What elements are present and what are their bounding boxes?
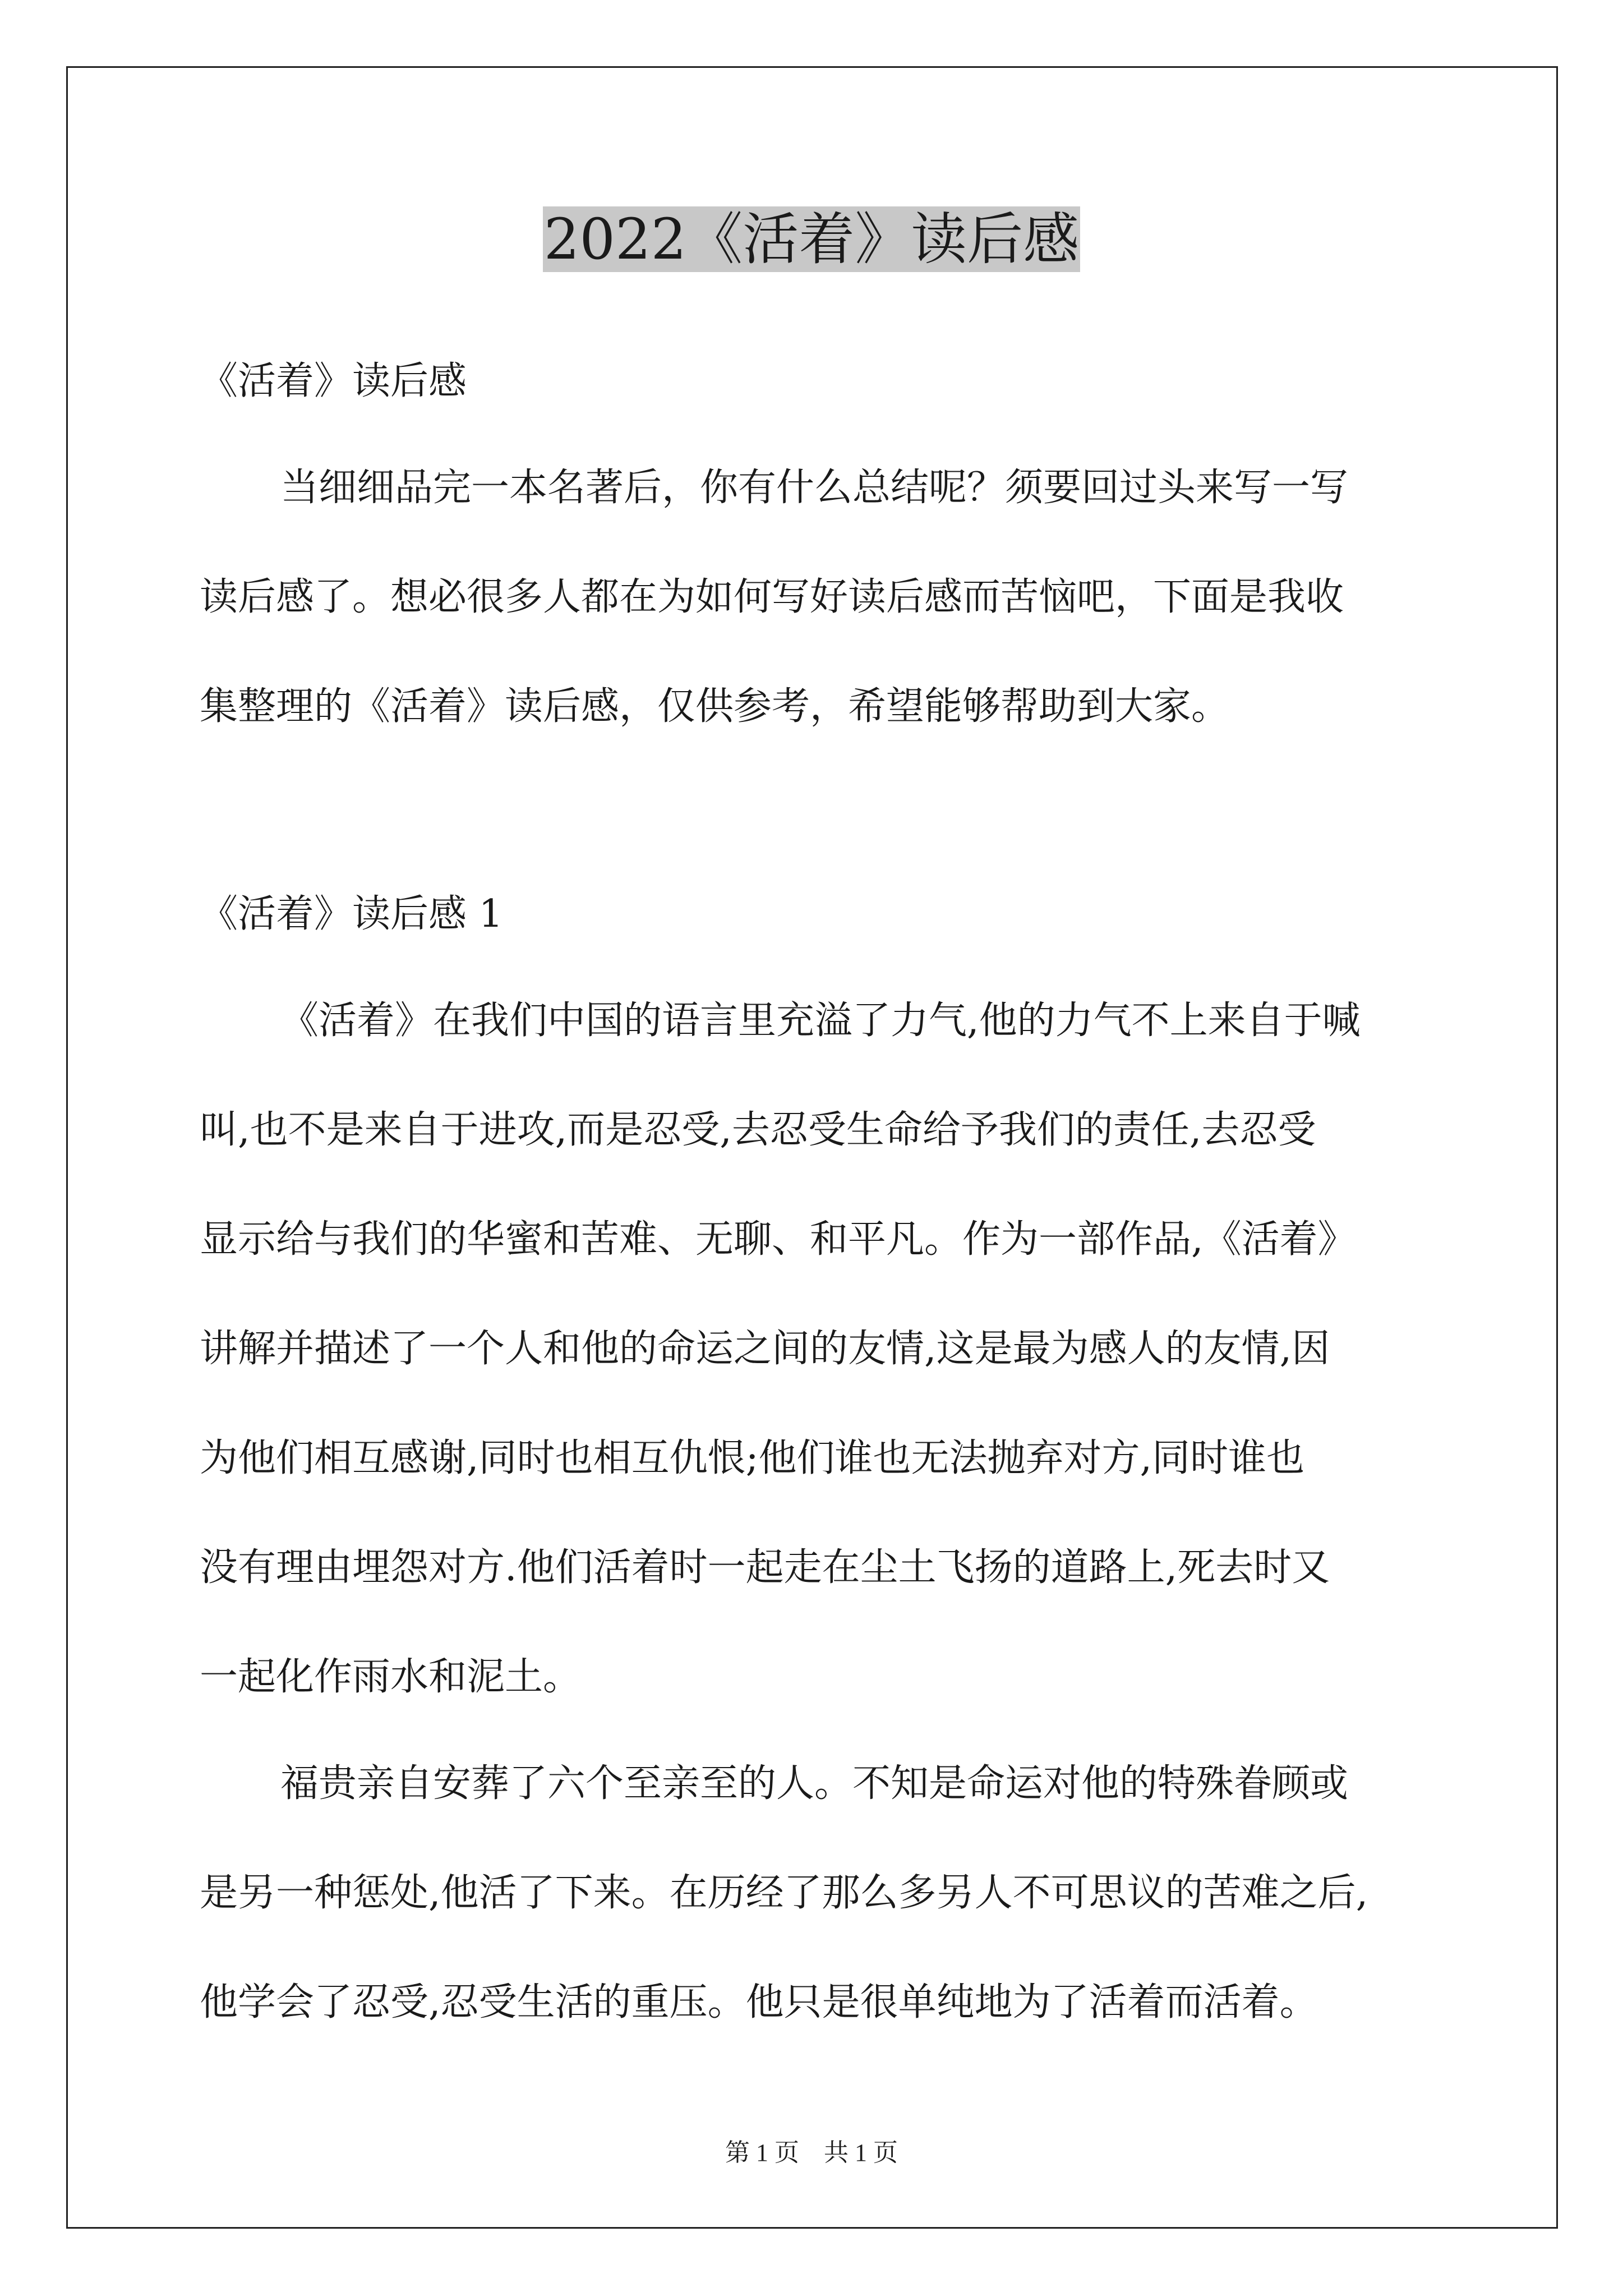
section1-para2-line: 他学会了忍受,忍受生活的重压。他只是很单纯地为了活着而活着。 (200, 1980, 1318, 2024)
section1-para1-line: 一起化作雨水和泥土。 (200, 1655, 582, 1699)
document-title (0, 203, 1623, 276)
section1-para1-line: 没有理由埋怨对方.他们活着时一起走在尘土飞扬的道路上,死去时又 (200, 1545, 1330, 1590)
section1-para1-line: 讲解并描述了一个人和他的命运之间的友情,这是最为感人的友情,因 (200, 1327, 1330, 1371)
section1-para1-line: 显示给与我们的华蜜和苦难、无聊、和平凡。作为一部作品,《活着》 (200, 1217, 1356, 1262)
intro-line: 读后感了。想必很多人都在为如何写好读后感而苦恼吧，下面是我收 (200, 575, 1344, 619)
document-title-text: 2022《活着》读后感 (543, 206, 1080, 272)
section1-para2-line: 福贵亲自安葬了六个至亲至的人。不知是命运对他的特殊眷顾或 (280, 1761, 1349, 1806)
section1-para1-line: 为他们相互感谢,同时也相互仇恨;他们谁也无法抛弃对方,同时谁也 (200, 1436, 1305, 1480)
intro-heading: 《活着》读后感 (200, 359, 467, 403)
intro-line: 当细细品完一本名著后，你有什么总结呢？须要回过头来写一写 (280, 466, 1349, 510)
page-footer: 第 1 页 共 1 页 (725, 2139, 898, 2166)
section1-heading: 《活着》读后感 1 (200, 892, 503, 936)
section1-para2-line: 是另一种惩处,他活了下来。在历经了那么多另人不可思议的苦难之后, (200, 1871, 1368, 1915)
section1-para1-line: 《活着》在我们中国的语言里充溢了力气,他的力气不上来自于喊 (280, 999, 1361, 1043)
section1-para1-line: 叫,也不是来自于进攻,而是忍受,去忍受生命给予我们的责任,去忍受 (200, 1108, 1316, 1152)
intro-line: 集整理的《活着》读后感，仅供参考，希望能够帮助到大家。 (200, 684, 1230, 729)
